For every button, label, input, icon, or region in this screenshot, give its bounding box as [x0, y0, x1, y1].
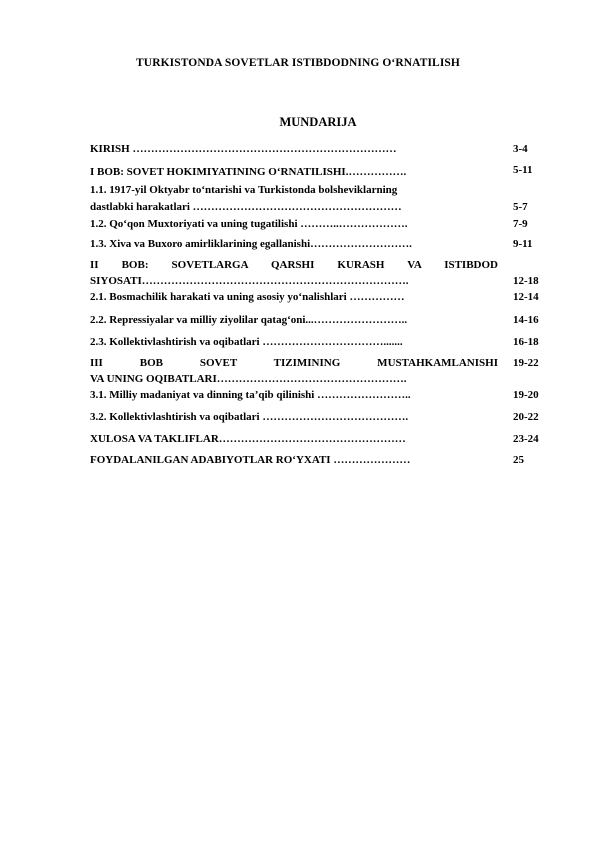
document-title: TURKISTONDA SOVETLAR ISTIBDODNING O‘RNATILISH — [136, 57, 460, 69]
toc-entry-page: 5-11 — [513, 164, 533, 176]
toc-entry-text: 2.1. Bosmachilik harakati va uning asosiy yo‘nalishlari …………… — [90, 291, 405, 303]
toc-entry-text: 2.3. Kollektivlashtirish va oqibatlari ……………………………....... — [90, 336, 403, 348]
toc-entry-text: 3.1. Milliy madaniyat va dinning ta’qib qilinishi …………………….. — [90, 389, 411, 401]
toc-entry-page: 19-22 — [513, 357, 539, 369]
toc-entry-text: III BOB SOVET TIZIMINING MUSTAHKAMLANISHI — [90, 357, 498, 369]
toc-entry-text: 2.2. Repressiyalar va milliy ziyolilar qatag‘oni...…………………….. — [90, 314, 408, 326]
toc-entry-page: 5-7 — [513, 201, 528, 213]
toc-entry-page: 25 — [513, 454, 524, 466]
toc-entry-page: 23-24 — [513, 433, 539, 445]
toc-entry-text: I BOB: SOVET HOKIMIYATINING O‘RNATILISHI.……………. — [90, 166, 407, 178]
toc-entry-text: dastlabki harakatlari ………………………………………………… — [90, 201, 402, 213]
toc-entry-text: SIYOSATI………………………………………………………………. — [90, 275, 409, 287]
toc-entry-text: 1.2. Qo‘qon Muxtoriyati va uning tugatilishi ………..………………. — [90, 218, 408, 230]
toc-entry-text: KIRISH ……………………………………………………………… — [90, 143, 397, 155]
toc-entry-text: XULOSA VA TAKLIFLAR…………………………………………… — [90, 433, 406, 445]
toc-entry-page: 3-4 — [513, 143, 528, 155]
toc-entry-text: VA UNING OQIBATLARI……………………………………………. — [90, 373, 407, 385]
toc-entry-page: 16-18 — [513, 336, 539, 348]
toc-entry-page: 20-22 — [513, 411, 539, 423]
toc-entry-text: 1.3. Xiva va Buxoro amirliklarining egallanishi………………………. — [90, 238, 412, 250]
toc-entry-text: II BOB: SOVETLARGA QARSHI KURASH VA ISTIBDOD — [90, 259, 498, 271]
toc-entry-page: 12-18 — [513, 275, 539, 287]
toc-entry-text: FOYDALANILGAN ADABIYOTLAR RO‘YXATI ………………… — [90, 454, 411, 466]
toc-entry-page: 7-9 — [513, 218, 528, 230]
toc-entry-page: 14-16 — [513, 314, 539, 326]
toc-entry-page: 12-14 — [513, 291, 539, 303]
toc-entry-text: 1.1. 1917-yil Oktyabr to‘ntarishi va Turkistonda bolsheviklarning — [90, 184, 398, 196]
toc-heading: MUNDARIJA — [279, 115, 357, 129]
toc-entry-page: 9-11 — [513, 238, 533, 250]
toc-entry-page: 19-20 — [513, 389, 539, 401]
toc-entry-text: 3.2. Kollektivlashtirish va oqibatlari …………………………………. — [90, 411, 409, 423]
